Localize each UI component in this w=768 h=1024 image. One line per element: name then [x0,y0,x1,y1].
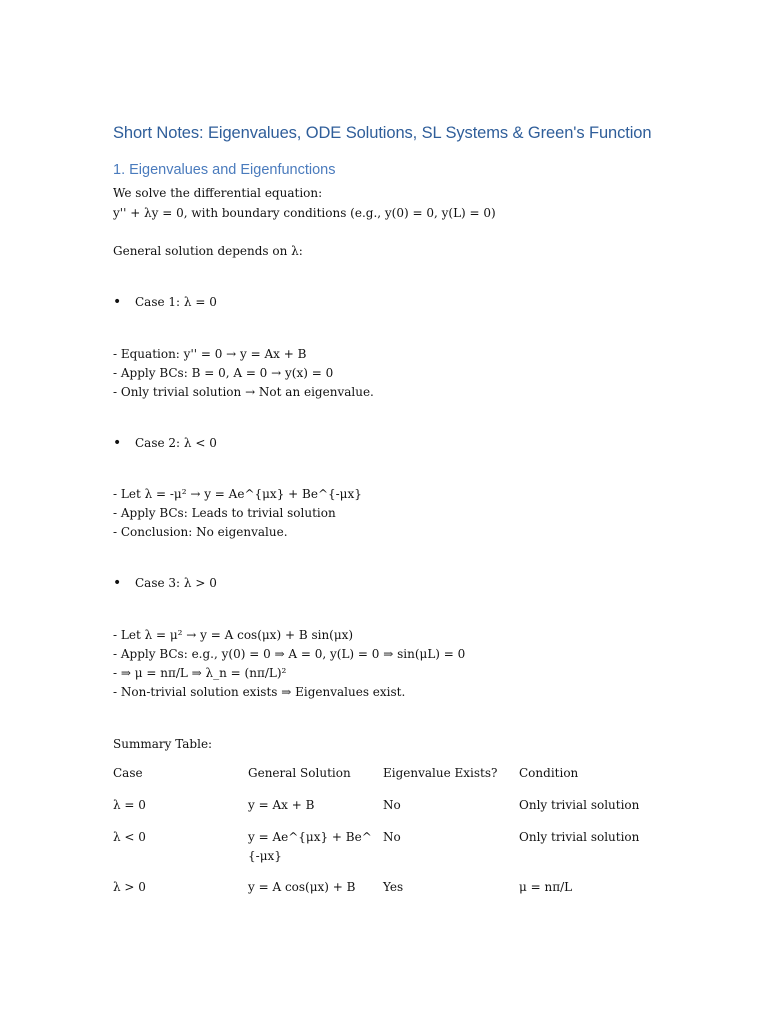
document-title: Short Notes: Eigenvalues, ODE Solutions, SL Systems & Green's Function [113,124,652,142]
case3-line: - Non-trivial solution exists ⇒ Eigenvalues exist. [113,685,406,699]
case3-line: - Let λ = μ² → y = A cos(μx) + B sin(μx) [113,628,354,642]
case3-label: Case 3: λ > 0 [135,576,217,590]
table-cell: y = A cos(μx) + B [248,880,356,894]
case2-line: - Let λ = -μ² → y = Ae^{μx} + Be^{-μx} [113,487,362,501]
case1-line: - Equation: y'' = 0 → y = Ax + B [113,347,307,361]
table-cell: λ = 0 [113,798,146,812]
table-header-cell: Condition [519,766,579,780]
summary-label: Summary Table: [113,737,213,751]
table-cell: Only trivial solution [519,798,640,812]
summary-table [113,764,659,910]
table-cell: y = Ax + B [248,798,315,812]
table-cell-wrap [248,828,383,878]
intro-line-1: We solve the differential equation: [113,186,323,200]
general-solution-line: General solution depends on λ: [113,244,303,258]
table-cell: μ = nπ/L [519,880,573,894]
table-cell: λ > 0 [113,880,146,894]
table-cell: Yes [383,880,404,894]
table-cell: No [383,798,401,812]
table-cell: Only trivial solution [519,830,640,844]
table-cell: λ < 0 [113,830,146,844]
case2-label: Case 2: λ < 0 [135,436,217,450]
intro-line-2: y'' + λy = 0, with boundary conditions (e.g., y(0) = 0, y(L) = 0) [113,206,496,220]
case1-label: Case 1: λ = 0 [135,295,217,309]
table-cell: y = Ae^{μx} + Be^{-μx} [248,830,372,863]
case1-line: - Apply BCs: B = 0, A = 0 → y(x) = 0 [113,366,334,380]
table-header-cell: Eigenvalue Exists? [383,766,498,780]
bullet-icon: • [113,575,122,591]
table-header-cell: Case [113,766,143,780]
table-row [113,828,659,878]
table-cell: No [383,830,401,844]
case2-line: - Conclusion: No eigenvalue. [113,525,288,539]
section-heading: 1. Eigenvalues and Eigenfunctions [113,162,336,178]
case3-line: - Apply BCs: e.g., y(0) = 0 ⇒ A = 0, y(L) = 0 ⇒ sin(μL) = 0 [113,647,466,661]
table-row [113,796,659,828]
table-header-cell: General Solution [248,766,351,780]
bullet-icon: • [113,435,122,451]
table-header-row [113,764,659,796]
bullet-icon: • [113,294,122,310]
case1-line: - Only trivial solution → Not an eigenvalue. [113,385,374,399]
case3-line: - ⇒ μ = nπ/L ⇒ λ_n = (nπ/L)² [113,666,287,680]
case2-line: - Apply BCs: Leads to trivial solution [113,506,336,520]
table-row [113,878,659,910]
